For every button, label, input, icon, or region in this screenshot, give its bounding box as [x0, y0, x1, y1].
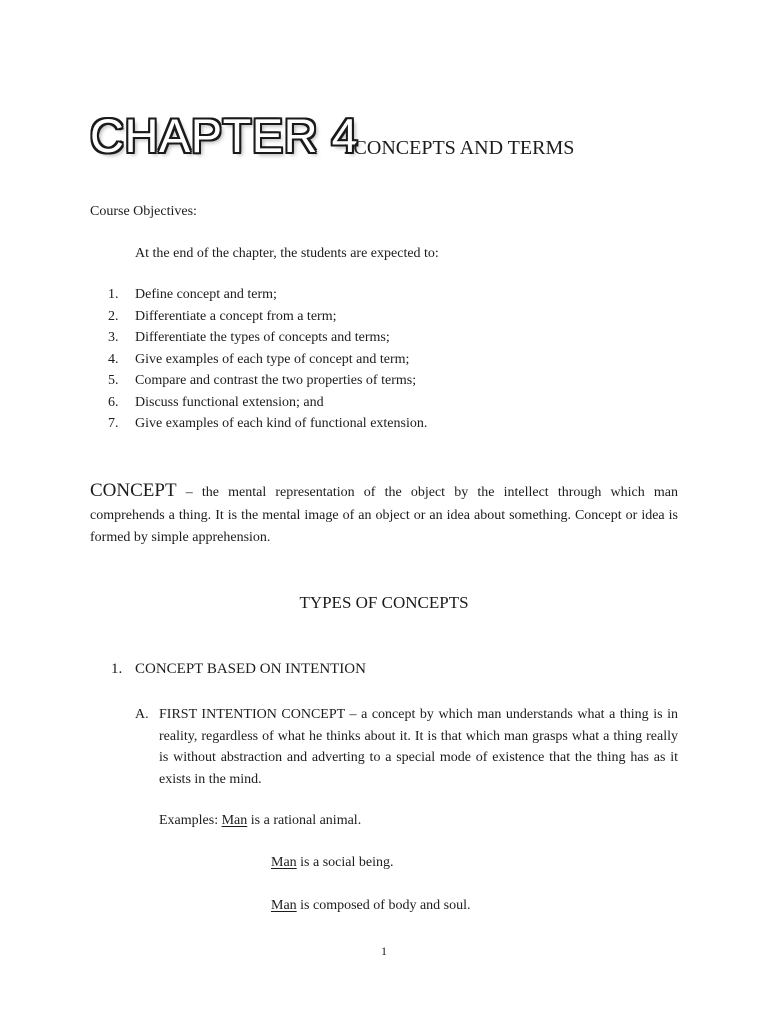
concept-definition	[90, 480, 678, 550]
concept-definition-text: – the mental representation of the object by the intellect through which man comprehends a thing. It is the mental image of an object or an idea about something. Concept or idea is formed by simple apprehension.	[90, 485, 678, 545]
list-text: Discuss functional extension; and	[135, 394, 324, 410]
example-line	[271, 898, 471, 914]
section-heading	[111, 661, 366, 678]
list-text: Define concept and term;	[135, 287, 277, 302]
example-subject: Man	[271, 898, 297, 913]
objectives-intro: At the end of the chapter, the students are expected to:	[135, 246, 439, 261]
subsection-term: FIRST INTENTION CONCEPT	[159, 707, 345, 722]
subsection-text: – a concept by which man understands what a thing is in reality, regardless of what he thinks about it. It is that which man grasps what a thing really is without abstraction and adverting to a special mode of existence that the thing has as it exists in the mind.	[159, 707, 679, 787]
page-number: 1	[381, 944, 387, 958]
subsection-letter: A.	[135, 707, 149, 722]
list-number: 7.	[108, 416, 119, 431]
example-subject: Man	[271, 855, 297, 870]
example-rest: is composed of body and soul.	[296, 898, 471, 913]
first-intention-concept	[135, 704, 678, 790]
example-rest: is a social being.	[296, 855, 394, 870]
list-text: Differentiate the types of concepts and terms;	[135, 330, 390, 345]
list-number: 2.	[108, 308, 119, 324]
section-number: 1.	[111, 661, 123, 677]
types-of-concepts-heading: TYPES OF CONCEPTS	[299, 593, 469, 612]
list-text: Give examples of each kind of functional extension.	[135, 416, 428, 431]
examples-label: Examples:	[159, 813, 222, 828]
section-title: CONCEPT BASED ON INTENTION	[135, 661, 366, 677]
example-rest: is a rational animal.	[247, 813, 362, 828]
chapter-subtitle: : CONCEPTS AND TERMS	[343, 137, 575, 159]
example-line	[271, 855, 393, 871]
list-number: 5.	[108, 373, 119, 388]
example-line	[159, 813, 361, 829]
example-subject: Man	[221, 813, 248, 828]
list-text: Differentiate a concept from a term;	[135, 308, 337, 324]
course-objectives-heading: Course Objectives:	[90, 204, 197, 219]
list-number: 4.	[108, 351, 119, 367]
list-text: Compare and contrast the two properties of terms;	[135, 373, 417, 388]
concept-term: CONCEPT	[90, 480, 177, 501]
subsection-body	[159, 704, 678, 790]
chapter-number-heading: CHAPTER 4	[90, 109, 359, 162]
list-text: Give examples of each type of concept and term;	[135, 351, 410, 367]
list-number: 1.	[108, 287, 119, 302]
list-number: 6.	[108, 394, 119, 410]
list-number: 3.	[108, 330, 119, 345]
